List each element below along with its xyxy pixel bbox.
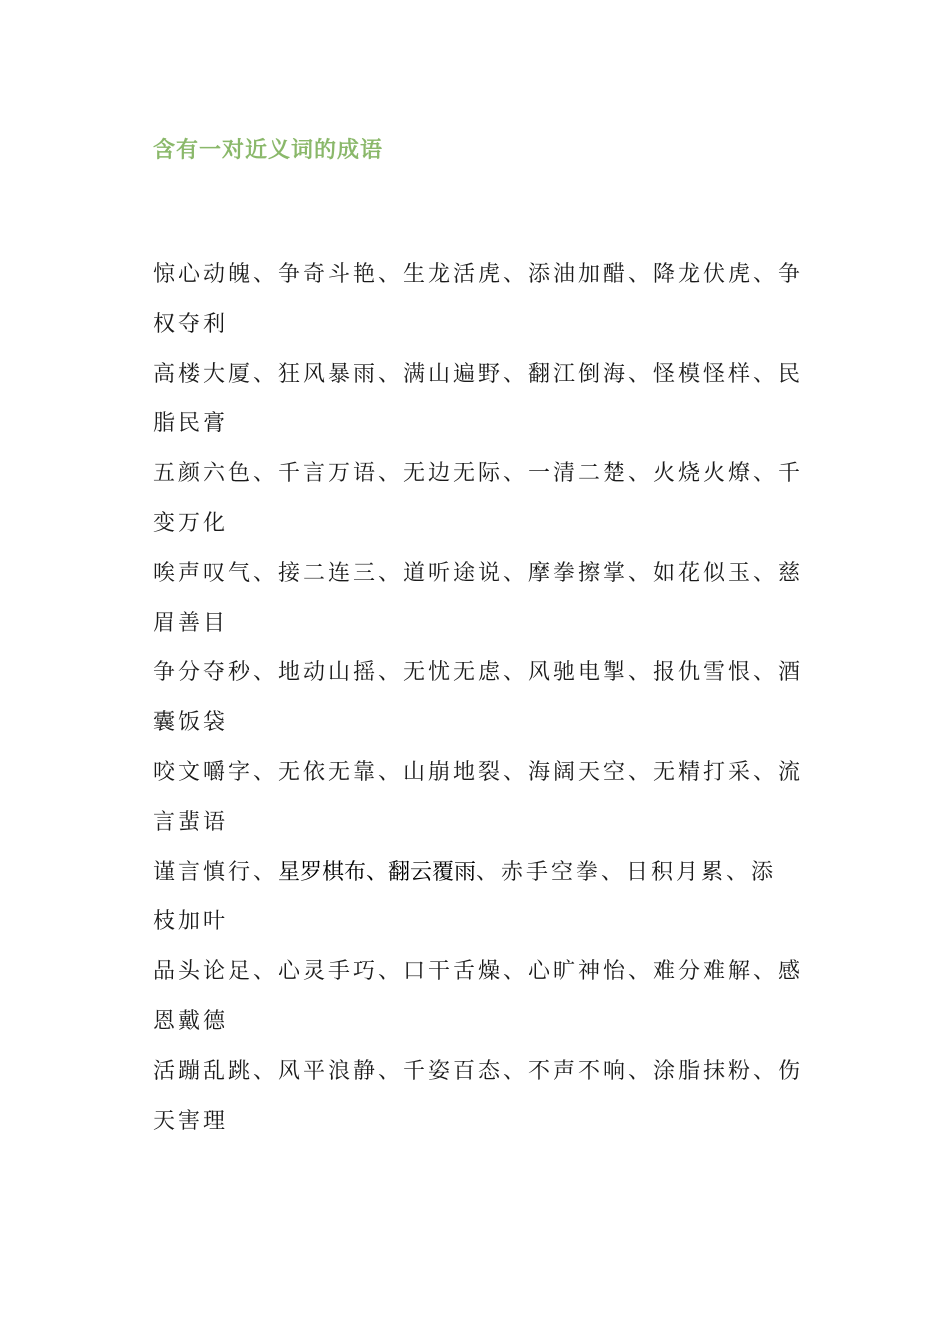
idiom-paragraph-1 — [153, 250, 804, 350]
idiom-run-emphasized: 星罗棋布、翻云覆雨 — [278, 859, 477, 885]
idiom-line: 囊饭袋 — [153, 710, 229, 736]
idiom-line: 眉善目 — [153, 610, 229, 636]
idiom-line: 天害理 — [153, 1108, 229, 1134]
idiom-line: 高楼大厦、狂风暴雨、满山遍野、翻江倒海、怪模怪样、民 — [153, 361, 804, 387]
idiom-line: 惊心动魄、争奇斗艳、生龙活虎、添油加醋、降龙伏虎、争 — [153, 262, 804, 287]
idiom-run: 、赤手空拳、日积月累、添 — [476, 859, 777, 885]
idiom-line: 唉声叹气、接二连三、道听途说、摩拳擦掌、如花似玉、慈 — [153, 560, 804, 586]
idiom-paragraph-6 — [153, 748, 804, 848]
idiom-line: 五颜六色、千言万语、无边无际、一清二楚、火烧火燎、千 — [153, 461, 804, 487]
idiom-line: 权夺利 — [153, 311, 229, 337]
idiom-line: 变万化 — [153, 510, 229, 536]
idiom-line: 活蹦乱跳、风平浪静、千姿百态、不声不响、涂脂抹粉、伤 — [153, 1058, 804, 1084]
idiom-paragraph-4 — [153, 549, 804, 649]
idiom-line: 恩戴德 — [153, 1008, 229, 1034]
idiom-paragraph-5 — [153, 648, 804, 748]
idiom-paragraph-3 — [153, 449, 804, 549]
idiom-paragraph-2 — [153, 350, 804, 450]
idiom-line: 脂民膏 — [153, 411, 229, 437]
idiom-line: 言蜚语 — [153, 809, 229, 835]
idiom-line: 咬文嚼字、无依无靠、山崩地裂、海阔天空、无精打采、流 — [153, 759, 804, 785]
idiom-paragraph-9 — [153, 1047, 804, 1147]
document-title: 含有一对近义词的成语 — [153, 138, 384, 163]
idiom-line: 争分夺秒、地动山摇、无忧无虑、风驰电掣、报仇雪恨、酒 — [153, 660, 804, 686]
idiom-line: 枝加叶 — [153, 909, 229, 935]
idiom-paragraph-8 — [153, 947, 804, 1047]
idiom-line: 品头论足、心灵手巧、口干舌燥、心旷神怡、难分难解、感 — [153, 959, 804, 985]
idiom-line-mixed — [153, 848, 798, 898]
idiom-list — [153, 250, 804, 1146]
idiom-paragraph-7 — [153, 848, 798, 948]
idiom-run: 谨言慎行、 — [153, 859, 279, 885]
